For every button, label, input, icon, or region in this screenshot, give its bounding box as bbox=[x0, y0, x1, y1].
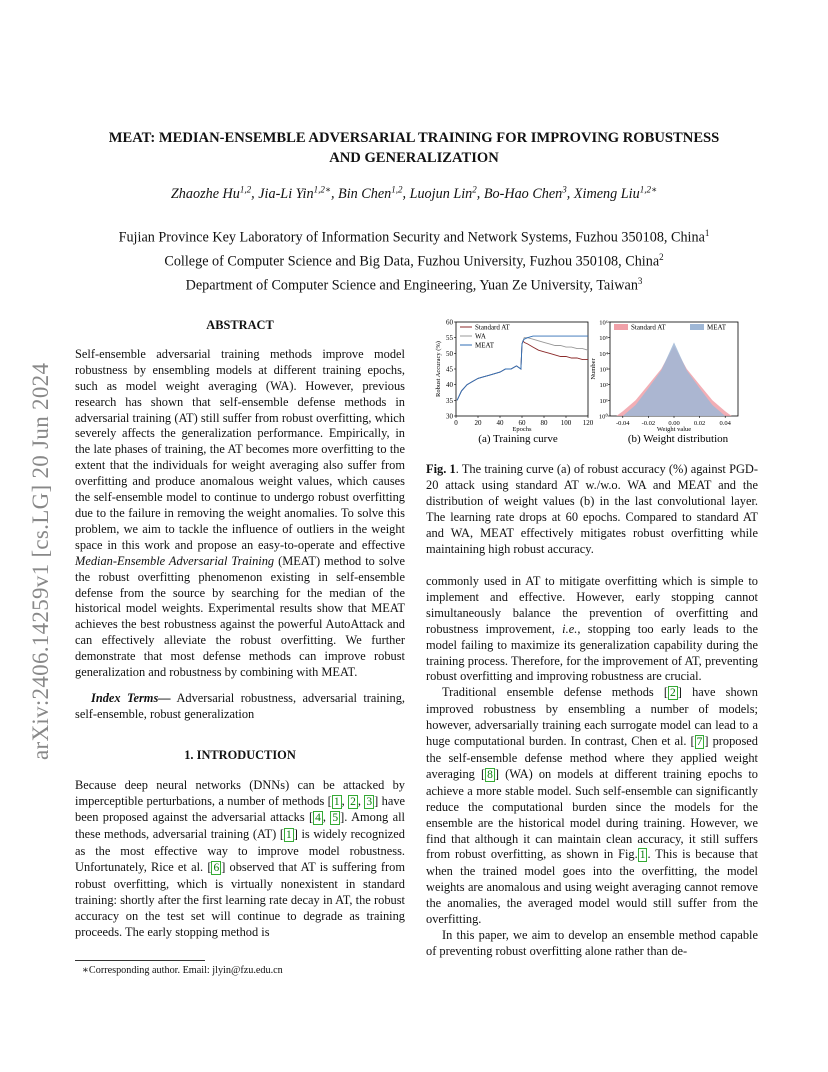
x-tick-label-a: 20 bbox=[474, 419, 482, 427]
y-tick-label-a: 55 bbox=[446, 334, 453, 343]
citation-link[interactable]: 8 bbox=[487, 768, 493, 781]
x-tick-label-a: 120 bbox=[582, 419, 594, 427]
author-name: Luojun Lin$^2$ bbox=[409, 184, 477, 202]
affiliation-list bbox=[60, 224, 768, 297]
citation-link[interactable]: 5 bbox=[332, 812, 339, 825]
citation-link[interactable]: 4 bbox=[315, 812, 321, 825]
right-paragraph-1: commonly used in AT to mitigate overfitting which is simple to implement and effective. However, early stopping cannot simultaneously balance the prevention of overfitting and robustness improvement, i.e., stopping too early leads to the model failing to maximize its generalization capability during the training process. Therefore, for the improvement of AT, preventing robust overfitting and improving robustness are crucial. bbox=[426, 574, 758, 684]
x-axis-label-a: Epochs bbox=[512, 426, 532, 433]
citation-link[interactable]: 2 bbox=[670, 687, 676, 700]
affiliation: College of Computer Science and Big Data, Fuzhou University, Fuzhou 350108, China$^2$ bbox=[164, 252, 664, 270]
y-tick-label-b: 10² bbox=[599, 382, 608, 390]
right-paragraph-2: Traditional ensemble defense methods [ 2 ] have shown improved robustness by ensembling a number of models; however, adversarially training each surrogate model can lead to a huge computational burden. In contrast, Chen et al. [ 7 ] proposed the self-ensemble defense method where they applied weight averaging [ 8 ] (WA) on models at different training epochs to achieve a more stable model. Such self-ensemble can significantly reduce the computational burden since the models for the ensemble are the historical model during training. However, we find that although it can maintain clean accuracy, it still suffers from robust overfitting, as shown in Fig. 1 . This is because that when the trained model goes into the overfitting, the model weights are anomalous and using weight averaging cannot remove the anomalies, the averaged model would still suffer from the overfitting. bbox=[426, 685, 758, 927]
citation-link[interactable]: 6 bbox=[213, 862, 220, 875]
y-tick-label-b: 10¹ bbox=[599, 397, 608, 405]
x-axis-label-b: Weight value bbox=[656, 426, 692, 433]
x-tick-label-a: 0 bbox=[454, 419, 458, 427]
intro-heading: 1. INTRODUCTION bbox=[184, 747, 296, 762]
author-name: Zhaozhe Hu$^{1,2}$ bbox=[170, 184, 252, 202]
x-tick-label-b: 0.04 bbox=[719, 420, 731, 427]
author-name: Ximeng Liu$^{1,2∗}$ bbox=[573, 184, 658, 202]
title-line-2: AND GENERALIZATION bbox=[329, 150, 499, 166]
series-line-standard-at bbox=[457, 341, 588, 401]
index-terms: Index Terms— Adversarial robustness, adversarial training, self-ensemble, robust generalization bbox=[75, 690, 405, 721]
right-paragraph-3: In this paper, we aim to develop an ensemble method capable of preventing robust overfitting alone rather than de- bbox=[426, 927, 758, 958]
left-column bbox=[75, 318, 405, 941]
legend-label-a: MEAT bbox=[475, 341, 495, 350]
y-tick-label-b: 10⁰ bbox=[598, 413, 608, 421]
arxiv-id: arXiv:2406.14259v1 [cs.LG] 20 Jun 2024 bbox=[28, 362, 53, 760]
legend-label-a: Standard AT bbox=[475, 323, 510, 332]
x-tick-label-b: -0.04 bbox=[616, 420, 630, 427]
citation-link[interactable]: 3 bbox=[366, 795, 373, 808]
intro-paragraph: Because deep neural networks (DNNs) can be attacked by imperceptible perturbations, a number of methods [ 1 , 2 , 3 ] have been proposed against the adversarial attacks [ 4 , 5 ]. Among all these methods, adversarial training (AT) [ 1 ] is widely recognized as the most effective way to improve model robustness. Unfortunately, Rice et al. [ 6 ] observed that AT is suffering from robust overfitting, which is virtually nonexistent in standard training: shortly after the first learning rate decay in AT, the robust accuracy on the test set will continue to degrade as training proceeds. The early stopping method is bbox=[75, 777, 406, 939]
abstract-text: Self-ensemble adversarial training methods improve model robustness by ensembling models at different training epochs, such as model weight averaging (WA). However, previous research has shown that self-ensemble defense methods in adversarial training (AT) still suffer from robust overfitting, which severely affects the generalization performance. Empirically, in the late phases of training, the AT becomes more overfitting to the extent that the individuals for weight averaging also suffer from overfitting and produce anomalous weight values, which causes the self-ensemble model to continue to undergo robust overfitting due to the failure in removing the weight anomalies. To solve this problem, we aim to tackle the influence of outliers in the weight space in this work and propose an easy-to-operate and effective Median-Ensemble Adversarial Training (MEAT) method to solve the robust overfitting phenomenon existing in self-ensemble defense from the source by searching for the median of the historical model weights. Experimental results show that MEAT achieves the best robustness against the powerful AutoAttack and can effectively alleviate the robust overfitting. We further demonstrate that most defense methods can improve robust generalization and robustness by combining with MEAT. bbox=[75, 346, 405, 680]
legend-label-a: WA bbox=[475, 332, 486, 341]
citation-link[interactable]: 7 bbox=[696, 736, 703, 749]
footnote: ∗Corresponding author. Email: jlyin@fzu.edu.cn bbox=[82, 965, 283, 976]
y-tick-label-b: 10⁴ bbox=[599, 350, 608, 358]
y-tick-label-a: 30 bbox=[446, 412, 453, 421]
y-tick-label-b: 10⁶ bbox=[599, 319, 608, 327]
citation-link[interactable]: 1 bbox=[285, 829, 292, 842]
y-axis-label-a: Robust Accuracy (%) bbox=[435, 341, 442, 397]
y-tick-label-b: 10³ bbox=[599, 366, 608, 374]
y-tick-label-a: 40 bbox=[446, 381, 453, 390]
citation-link[interactable]: 2 bbox=[350, 795, 356, 808]
y-axis-label-b: Number bbox=[590, 358, 597, 380]
x-tick-label-b: 0.02 bbox=[693, 420, 706, 427]
x-tick-label-a: 80 bbox=[540, 419, 548, 427]
y-tick-label-a: 35 bbox=[446, 396, 453, 405]
affiliation: Fujian Province Key Laboratory of Information Security and Network Systems, Fuzhou 350108, China$^1$ bbox=[118, 228, 710, 246]
x-tick-label-a: 100 bbox=[560, 419, 572, 427]
figure-caption: Fig. 1. The training curve (a) of robust accuracy (%) against PGD-20 attack using standard AT w./w.o. WA and MEAT and the distribution of weight values (b) in the last convolutional layer. The learning rate drops at 60 epochs. Compared to standard AT and WA, MEAT effectively mitigates robust overfitting while maintaining high robust accuracy. bbox=[426, 462, 758, 556]
author-name: Bo-Hao Chen$^3$ bbox=[483, 184, 567, 202]
figure-1 bbox=[428, 316, 758, 452]
affiliation: Department of Computer Science and Engineering, Yuan Ze University, Taiwan$^3$ bbox=[185, 276, 643, 295]
author-list: Zhaozhe Hu$^{1,2}$, Jia-Li Yin$^{1,2∗}$, Bin Chen$^{1,2}$, Luojun Lin$^2$, Bo-Hao Chen$^3$, Ximeng Liu$^{1,2∗}$ bbox=[170, 184, 658, 202]
legend-swatch-b bbox=[690, 324, 704, 330]
right-column bbox=[426, 574, 758, 960]
author-name: Jia-Li Yin$^{1,2∗}$ bbox=[258, 184, 331, 202]
subcaption-b: (b) Weight distribution bbox=[627, 433, 729, 445]
abstract-heading: ABSTRACT bbox=[206, 318, 274, 332]
arxiv-stamp bbox=[20, 290, 53, 760]
paper-title bbox=[60, 128, 768, 168]
legend-label-b: Standard AT bbox=[631, 323, 666, 332]
x-tick-label-b: 0.00 bbox=[668, 420, 680, 427]
legend-label-b: MEAT bbox=[707, 323, 727, 332]
title-line-1: MEAT: MEDIAN-ENSEMBLE ADVERSARIAL TRAINING FOR IMPROVING ROBUSTNESS bbox=[108, 130, 720, 146]
citation-link[interactable]: 1 bbox=[333, 795, 340, 808]
y-tick-label-b: 10⁵ bbox=[599, 335, 608, 343]
figure-link[interactable]: 1 bbox=[639, 849, 646, 862]
footnote-rule bbox=[75, 960, 205, 961]
y-tick-label-a: 50 bbox=[446, 349, 453, 358]
legend-swatch-b bbox=[614, 324, 628, 330]
x-tick-label-a: 40 bbox=[496, 419, 504, 427]
x-tick-label-b: -0.02 bbox=[641, 420, 656, 427]
y-tick-label-a: 60 bbox=[446, 318, 453, 327]
y-tick-label-a: 45 bbox=[446, 365, 453, 374]
subcaption-a: (a) Training curve bbox=[478, 433, 558, 445]
x-tick-label-a: 60 bbox=[518, 419, 526, 427]
author-name: Bin Chen$^{1,2}$ bbox=[338, 184, 403, 202]
